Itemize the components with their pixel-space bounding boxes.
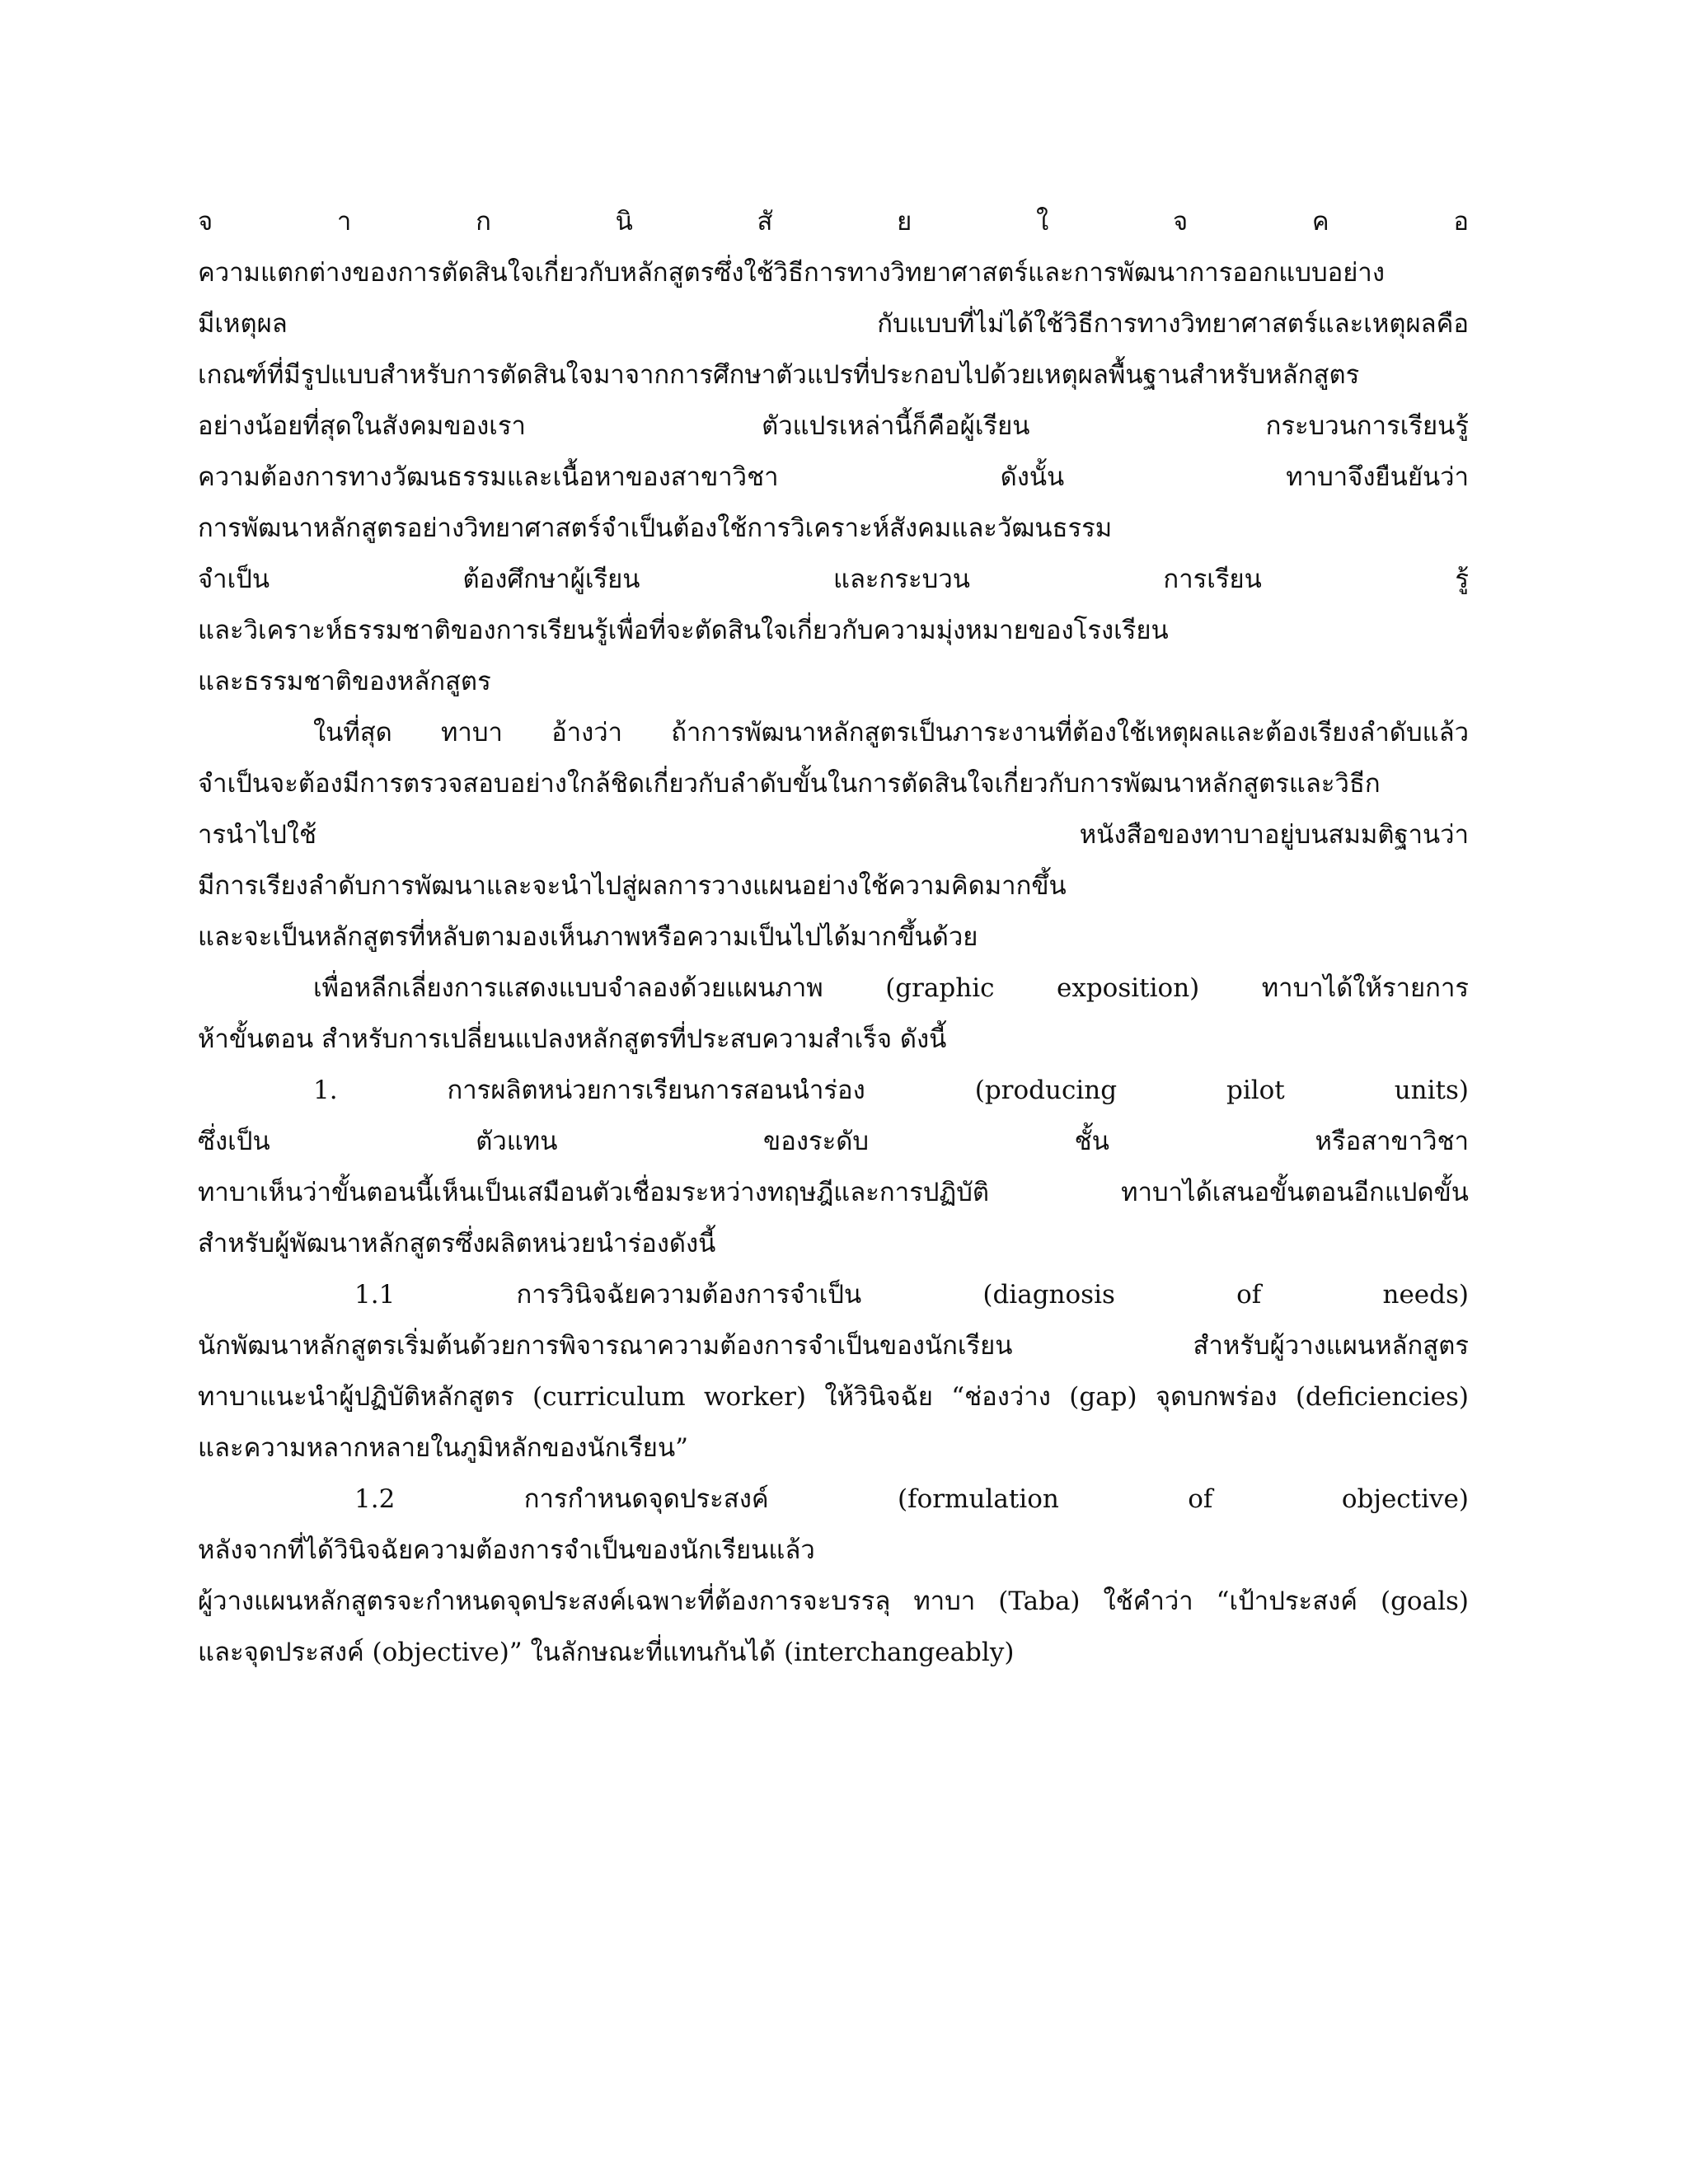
- text-line: สำหรับผู้พัฒนาหลักสูตรซึ่งผลิตหน่วยนำร่องดังนี้: [198, 1229, 716, 1258]
- text-line: เพื่อหลีกเลี่ยงการแสดงแบบจำลองด้วยแผนภาพ (graphic exposition) ทาบาได้ให้รายการ: [313, 973, 1469, 1003]
- text-line: การพัฒนาหลักสูตรอย่างวิทยาศาสตร์จำเป็นต้องใช้การวิเคราะห์สังคมและวัฒนธรรม: [198, 513, 1113, 543]
- text-line: 1.2 การกำหนดจุดประสงค์ (formulation of objective): [354, 1484, 1469, 1514]
- paragraph-p3: [198, 963, 1469, 1065]
- text-line: และวิเคราะห์ธรรมชาติของการเรียนรู้เพื่อที่จะตัดสินใจเกี่ยวกับความมุ่งหมายของโรงเรียน: [198, 616, 1169, 645]
- document-page: [198, 196, 1469, 1678]
- text-line: จ า ก นิ สั ย ใ จ ค อ: [198, 207, 1469, 237]
- text-line: จำเป็นจะต้องมีการตรวจสอบอย่างใกล้ชิดเกี่ยวกับลำดับขั้นในการตัดสินใจเกี่ยวกับการพัฒนาหลักสูตรและวิธีก: [198, 769, 1381, 799]
- text-line: ในที่สุด ทาบา อ้างว่า ถ้าการพัฒนาหลักสูตรเป็นภาระงานที่ต้องใช้เหตุผลและต้องเรียงลำดับแล้ว: [313, 718, 1469, 748]
- text-line: ทาบาแนะนำผู้ปฏิบัติหลักสูตร (curriculum worker) ให้วินิจฉัย “ช่องว่าง (gap) จุดบกพร่อง (deficiencies): [198, 1382, 1469, 1412]
- paragraph-p5: [198, 1269, 1469, 1474]
- text-line: และจะเป็นหลักสูตรที่หลับตามองเห็นภาพหรือความเป็นไปได้มากขึ้นด้วย: [198, 922, 978, 952]
- paragraph-p4: [198, 1065, 1469, 1269]
- text-line: ผู้วางแผนหลักสูตรจะกำหนดจุดประสงค์เฉพาะที่ต้องการจะบรรลุ ทาบา (Taba) ใช้คำว่า “เป้าประสงค์ (goals): [198, 1586, 1469, 1616]
- text-line: ทาบาเห็นว่าขั้นตอนนี้เห็นเป็นเสมือนตัวเชื่อมระหว่างทฤษฎีและการปฏิบัติ ทาบาได้เสนอขั้นตอนอีกแปดขั้น: [198, 1178, 1469, 1207]
- text-line: ความต้องการทางวัฒนธรรมและเนื้อหาของสาขาวิชา ดังนั้น ทาบาจึงยืนยันว่า: [198, 462, 1469, 492]
- text-line: และความหลากหลายในภูมิหลักของนักเรียน”: [198, 1433, 688, 1463]
- text-line: อย่างน้อยที่สุดในสังคมของเรา ตัวแปรเหล่านี้ก็คือผู้เรียน กระบวนการเรียนรู้: [198, 411, 1469, 441]
- paragraph-p2: [198, 707, 1469, 963]
- text-line: ความแตกต่างของการตัดสินใจเกี่ยวกับหลักสูตรซึ่งใช้วิธีการทางวิทยาศาสตร์และการพัฒนาการออกแบบอย่าง: [198, 258, 1385, 288]
- text-line: 1.1 การวินิจฉัยความต้องการจำเป็น (diagnosis of needs): [354, 1280, 1469, 1310]
- text-line: ซึ่งเป็น ตัวแทน ของระดับ ชั้น หรือสาขาวิชา: [198, 1127, 1469, 1156]
- text-line: มีการเรียงลำดับการพัฒนาและจะนำไปสู่ผลการวางแผนอย่างใช้ความคิดมากขึ้น: [198, 871, 1067, 901]
- text-line: และธรรมชาติของหลักสูตร: [198, 667, 491, 696]
- paragraph-p1: [198, 196, 1469, 707]
- text-line: ารนำไปใช้ หนังสือของทาบาอยู่บนสมมติฐานว่า: [198, 820, 1469, 850]
- text-line: มีเหตุผล กับแบบที่ไม่ได้ใช้วิธีการทางวิทยาศาสตร์และเหตุผลคือ: [198, 309, 1469, 339]
- text-line: ห้าขั้นตอน สำหรับการเปลี่ยนแปลงหลักสูตรที่ประสบความสำเร็จ ดังนี้: [198, 1024, 947, 1054]
- text-line: นักพัฒนาหลักสูตรเริ่มต้นด้วยการพิจารณาความต้องการจำเป็นของนักเรียน สำหรับผู้วางแผนหลักสูตร: [198, 1331, 1469, 1361]
- text-line: และจุดประสงค์ (objective)” ในลักษณะที่แทนกันได้ (interchangeably): [198, 1638, 1015, 1667]
- paragraph-p6: [198, 1474, 1469, 1678]
- text-line: หลังจากที่ได้วินิจฉัยความต้องการจำเป็นของนักเรียนแล้ว: [198, 1535, 815, 1565]
- text-line: จำเป็น ต้องศึกษาผู้เรียน และกระบวน การเรียน รู้: [198, 565, 1469, 594]
- text-line: 1. การผลิตหน่วยการเรียนการสอนนำร่อง (producing pilot units): [313, 1076, 1469, 1105]
- text-line: เกณฑ์ที่มีรูปแบบสำหรับการตัดสินใจมาจากการศึกษาตัวแปรที่ประกอบไปด้วยเหตุผลพื้นฐานสำหรับหลักสูตร: [198, 360, 1360, 390]
